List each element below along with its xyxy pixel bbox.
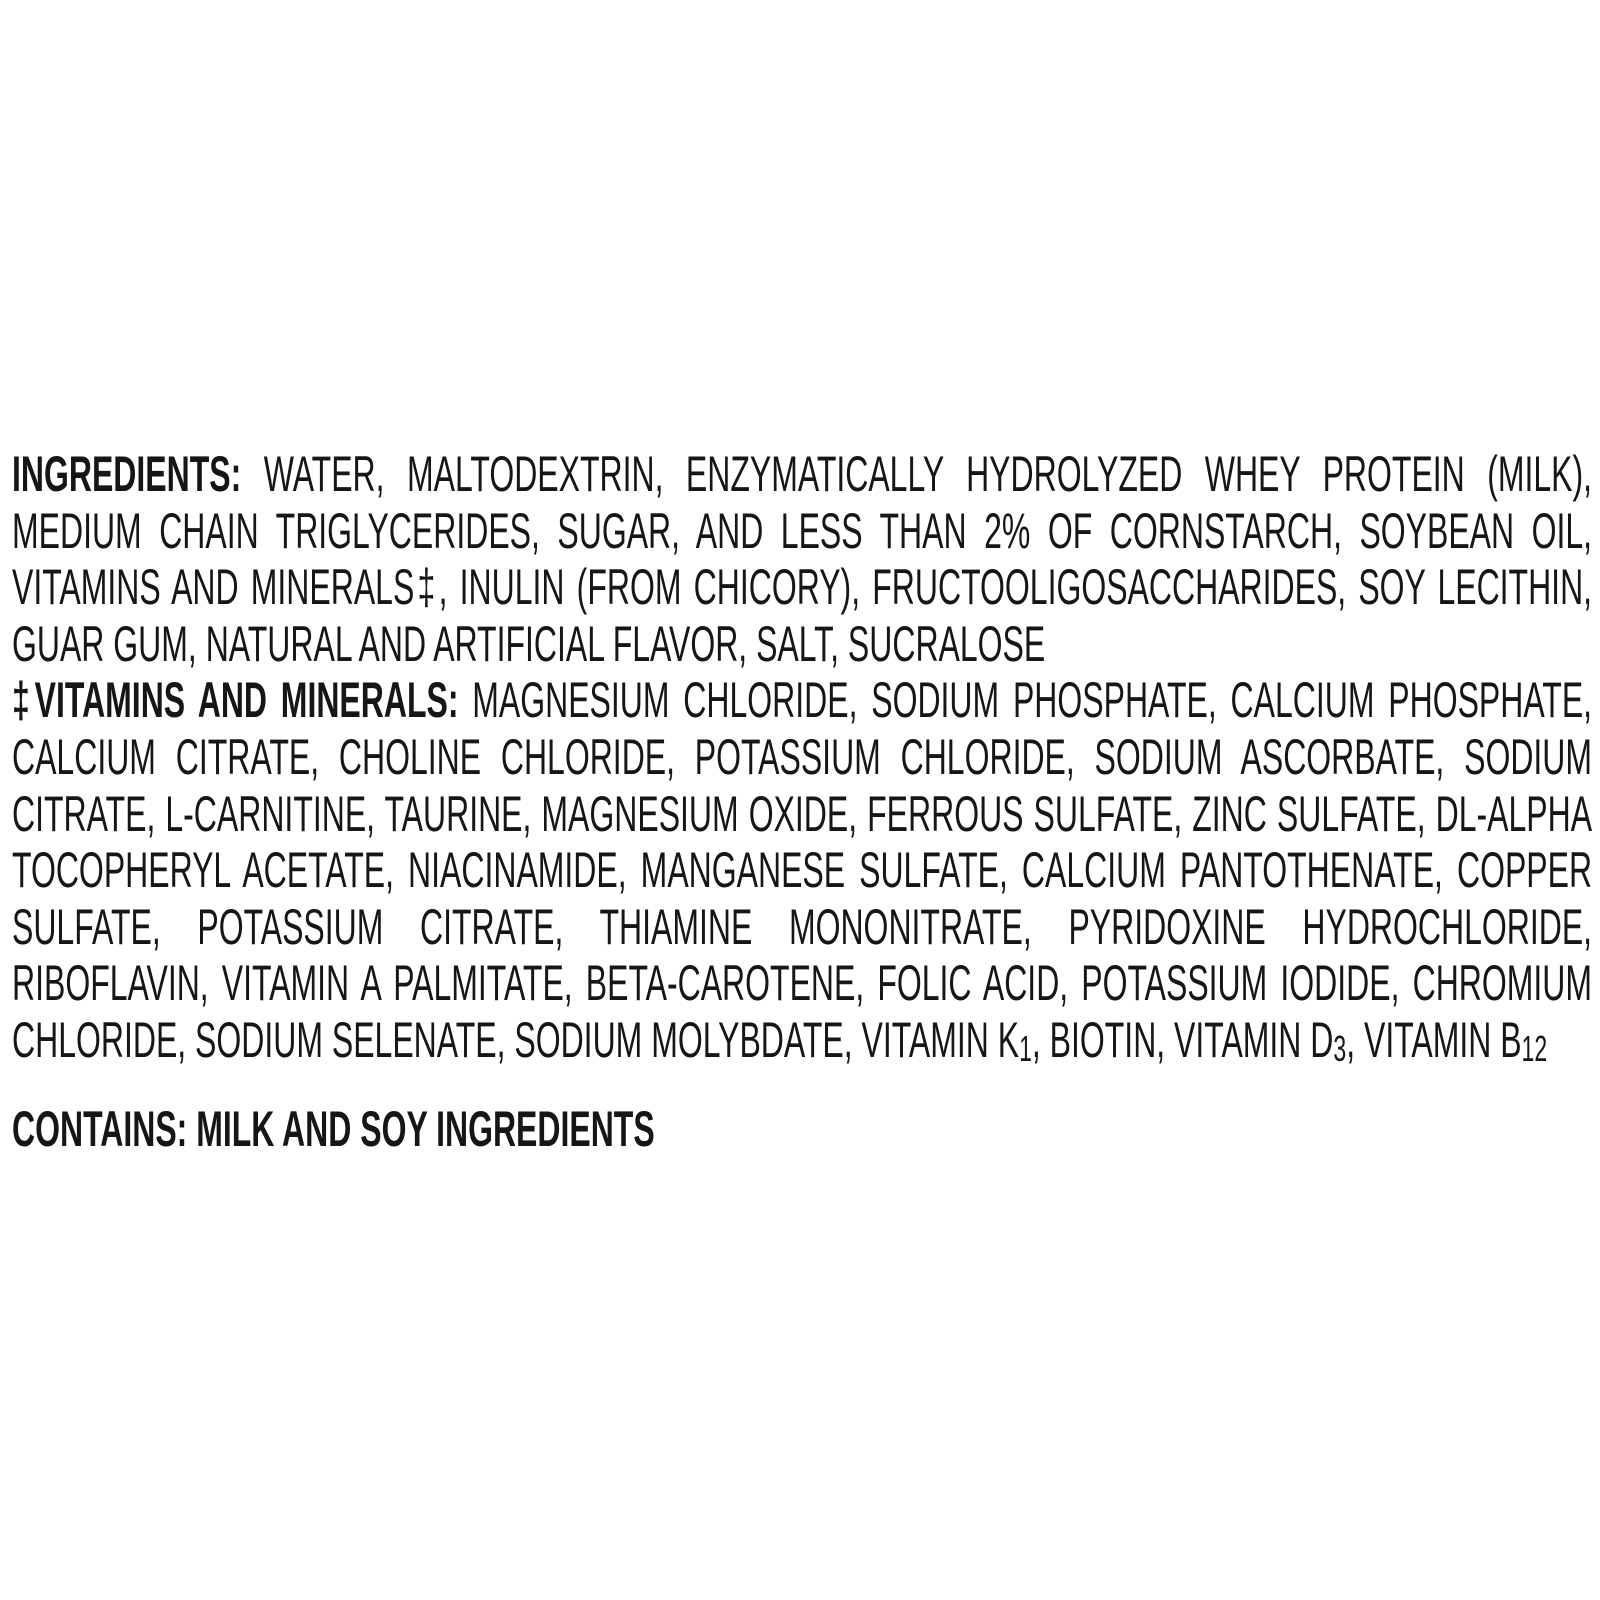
label-text: , BIOTIN, VITAMIN D xyxy=(1031,1011,1334,1068)
label-line xyxy=(12,672,1592,729)
ingredients-label xyxy=(12,446,1592,1158)
subscript-digit: 1 xyxy=(1019,1027,1032,1069)
label-text: SULFATE, POTASSIUM CITRATE, THIAMINE MONONITRATE, PYRIDOXINE HYDROCHLORIDE, xyxy=(12,898,1593,955)
label-line xyxy=(12,1012,1592,1078)
label-text: VITAMINS AND MINERALS‡, INULIN (FROM CHICORY), FRUCTOOLIGOSACCHARIDES, SOY LECITHIN, xyxy=(12,559,1593,616)
label-line xyxy=(12,1101,1592,1158)
label-text-bold: ‡VITAMINS AND MINERALS: xyxy=(12,672,459,729)
label-text-bold: CONTAINS: MILK AND SOY INGREDIENTS xyxy=(12,1101,655,1158)
label-line xyxy=(12,842,1592,899)
label-text: CHLORIDE, SODIUM SELENATE, SODIUM MOLYBDATE, VITAMIN K xyxy=(12,1011,1020,1068)
label-line xyxy=(12,729,1592,786)
label-text: MAGNESIUM CHLORIDE, SODIUM PHOSPHATE, CALCIUM PHOSPHATE, xyxy=(458,672,1593,729)
label-text: CALCIUM CITRATE, CHOLINE CHLORIDE, POTASSIUM CHLORIDE, SODIUM ASCORBATE, SODIUM xyxy=(12,728,1593,785)
paragraph-vitamins-and-minerals xyxy=(12,672,1592,1077)
label-line xyxy=(12,616,1592,673)
label-line xyxy=(12,503,1592,560)
label-line xyxy=(12,786,1592,843)
subscript-digit: 3 xyxy=(1333,1027,1347,1069)
label-text: GUAR GUM, NATURAL AND ARTIFICIAL FLAVOR, SALT, SUCRALOSE xyxy=(12,615,1046,672)
paragraph-ingredients xyxy=(12,446,1592,672)
paragraph-contains xyxy=(12,1101,1592,1158)
label-line xyxy=(12,446,1592,503)
label-text: MEDIUM CHAIN TRIGLYCERIDES, SUGAR, AND LESS THAN 2% OF CORNSTARCH, SOYBEAN OIL, xyxy=(12,502,1593,559)
subscript-digit: 12 xyxy=(1521,1027,1548,1069)
label-text: , VITAMIN B xyxy=(1346,1011,1522,1068)
label-text: RIBOFLAVIN, VITAMIN A PALMITATE, BETA-CAROTENE, FOLIC ACID, POTASSIUM IODIDE, CHROMIUM xyxy=(12,955,1593,1012)
label-line xyxy=(12,559,1592,616)
label-text: WATER, MALTODEXTRIN, ENZYMATICALLY HYDROLYZED WHEY PROTEIN (MILK), xyxy=(241,446,1593,502)
label-line xyxy=(12,955,1592,1012)
label-text: TOCOPHERYL ACETATE, NIACINAMIDE, MANGANESE SULFATE, CALCIUM PANTOTHENATE, COPPER xyxy=(12,842,1593,899)
label-line xyxy=(12,899,1592,956)
label-text-bold: INGREDIENTS: xyxy=(12,446,242,502)
label-text: CITRATE, L-CARNITINE, TAURINE, MAGNESIUM OXIDE, FERROUS SULFATE, ZINC SULFATE, DL-ALPHA xyxy=(12,785,1593,842)
